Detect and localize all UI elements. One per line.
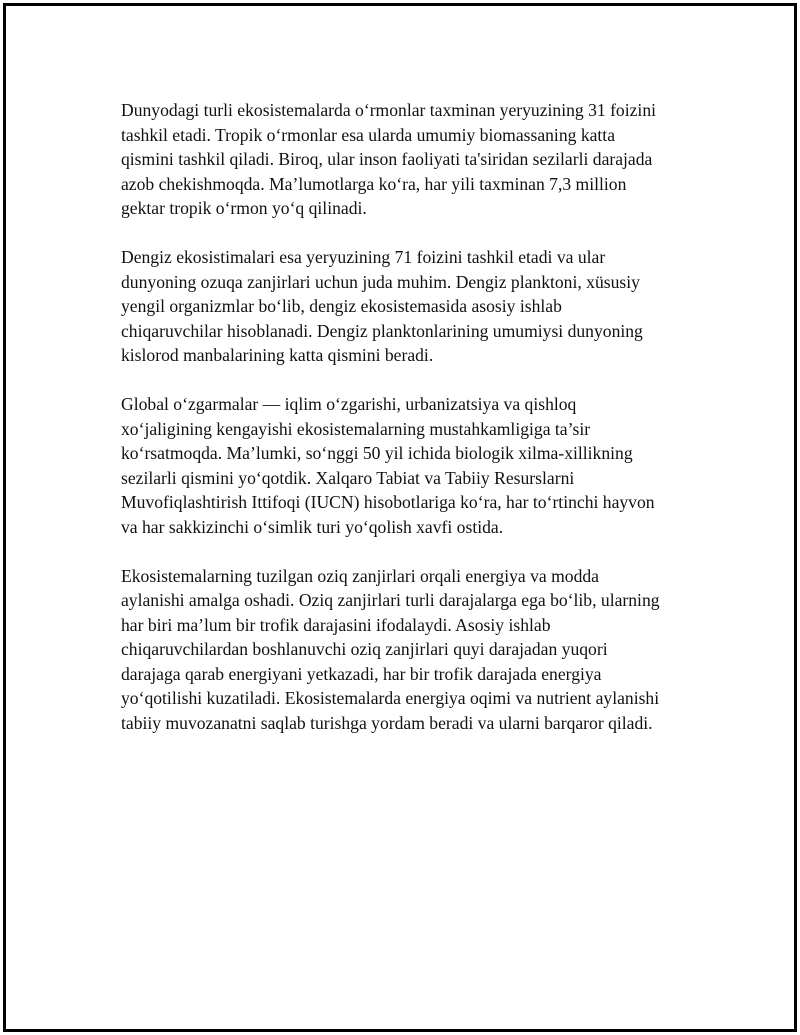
- text-line: azob chekishmoqda. Ma’lumotlarga ko‘ra, har yili taxminan 7,3 million: [121, 173, 627, 194]
- document-body: [121, 98, 701, 760]
- text-line: ko‘rsatmoqda. Ma’lumki, so‘nggi 50 yil ichida biologik xilma-xillikning: [121, 443, 633, 463]
- text-line: aylanishi amalga oshadi. Oziq zanjirlari turli darajalarga ega bo‘lib, ularning: [121, 590, 660, 610]
- text-line: tabiiy muvozanatni saqlab turishga yordam beradi va ularni barqaror qiladi.: [121, 712, 653, 733]
- text-line: Ekosistemalarning tuzilgan oziq zanjirlari orqali energiya va modda: [121, 565, 599, 586]
- text-line: yengil organizmlar bo‘lib, dengiz ekosistemasida asosiy ishlab: [121, 296, 562, 316]
- text-line: sezilarli qismini yo‘qotdik. Xalqaro Tabiat va Tabiiy Resurslarni: [121, 467, 575, 488]
- text-line: har biri ma’lum bir trofik darajasini ifodalaydi. Asosiy ishlab: [121, 614, 551, 635]
- text-line: gektar tropik o‘rmon yo‘q qilinadi.: [121, 198, 367, 218]
- text-line: Dengiz ekosistimalari esa yeryuzining 71 foizini tashkil etadi va ular: [121, 247, 606, 267]
- text-line: xo‘jaligining kengayishi ekosistemalarning mustahkamligiga ta’sir: [121, 418, 591, 439]
- text-line: tashkil etadi. Tropik o‘rmonlar esa ularda umumiy biomassaning katta: [121, 124, 616, 145]
- text-line: Muvofiqlashtirish Ittifoqi (IUCN) hisobotlariga ko‘ra, har to‘rtinchi hayvon: [121, 492, 655, 512]
- text-line: yo‘qotilishi kuzatiladi. Ekosistemalarda energiya oqimi va nutrient aylanishi: [121, 688, 660, 708]
- page-frame: [3, 3, 797, 1032]
- text-line: va har sakkizinchi o‘simlik turi yo‘qolish xavfi ostida.: [121, 516, 504, 537]
- text-line: Dunyodagi turli ekosistemalarda o‘rmonlar taxminan yeryuzining 31 foizini: [121, 100, 657, 120]
- text-line: Global o‘zgarmalar — iqlim o‘zgarishi, urbanizatsiya va qishloq: [121, 394, 577, 414]
- text-line: chiqaruvchilardan boshlanuvchi oziq zanjirlari quyi darajadan yuqori: [121, 639, 608, 659]
- text-line: qismini tashkil qiladi. Biroq, ular inson faoliyati ta'siridan sezilarli darajada: [121, 149, 653, 169]
- text-line: darajaga qarab energiyani yetkazadi, har bir trofik darajada energiya: [121, 663, 602, 684]
- text-line: chiqaruvchilar hisoblanadi. Dengiz planktonlarining umumiysi dunyoning: [121, 320, 643, 341]
- text-line: kislorod manbalarining katta qismini beradi.: [121, 345, 434, 365]
- paragraph-food-chains: [121, 564, 701, 736]
- paragraph-forests: [121, 98, 701, 221]
- text-line: dunyoning ozuqa zanjirlari uchun juda muhim. Dengiz planktoni, xüsusiy: [121, 271, 640, 292]
- paragraph-global-changes: [121, 392, 701, 539]
- paragraph-marine: [121, 245, 701, 368]
